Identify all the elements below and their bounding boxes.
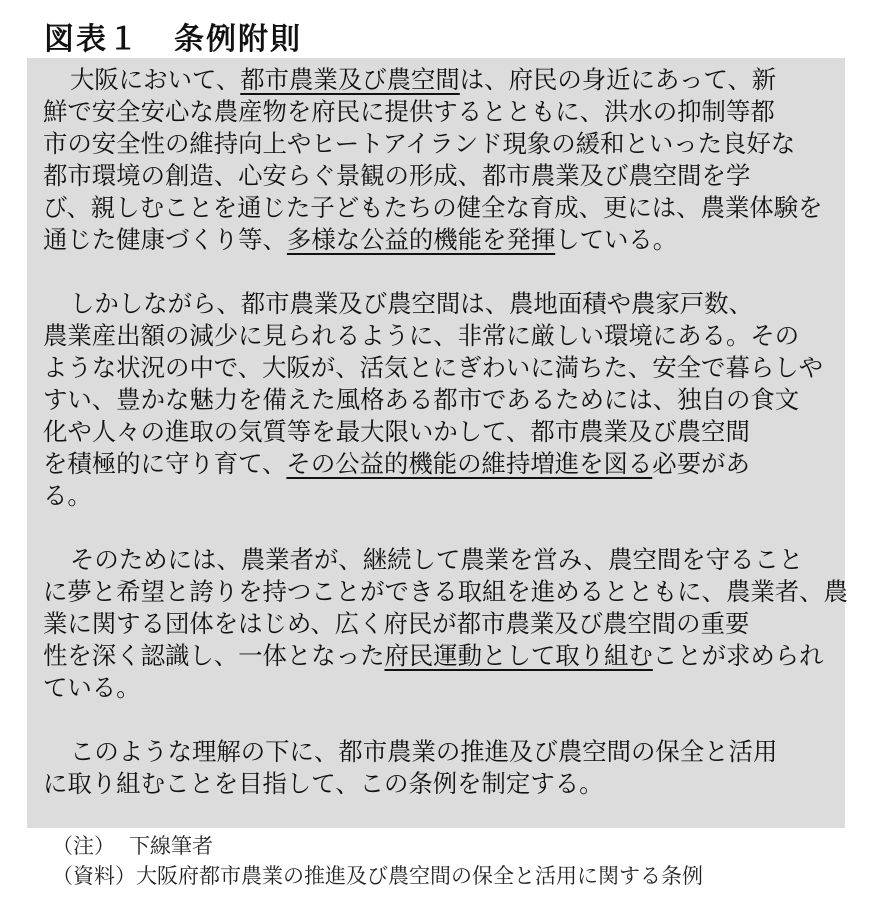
note-underline — [52, 832, 213, 860]
text-line — [43, 576, 848, 608]
text-segment: 都市環境の創造、心安らぐ景観の形成、都市農業及び農空間を学 — [43, 161, 751, 190]
text-line — [43, 384, 823, 416]
underlined-phrase: その公益的機能の維持増進を図る — [286, 449, 653, 478]
underlined-phrase: 都市農業及び農空間 — [240, 65, 460, 94]
paragraph-4 — [43, 736, 777, 800]
text-line — [43, 352, 823, 384]
text-segment: ような状況の中で、大阪が、活気とにぎわいに満ちた、安全で暮らしや — [43, 353, 824, 382]
text-line — [43, 448, 823, 480]
underlined-phrase: 多様な公益的機能を発揮 — [286, 225, 556, 254]
text-line — [43, 544, 848, 576]
text-line — [43, 480, 823, 512]
text-segment: に夢と希望と誇りを持つことができる取組を進めるとともに、農業者、農 — [43, 577, 848, 606]
text-segment: 業に関する団体をはじめ、広く府民が都市農業及び農空間の重要 — [43, 609, 750, 638]
text-segment: ことが求められ — [652, 641, 824, 670]
text-line — [43, 672, 848, 704]
underlined-phrase: 府民運動として取り組む — [384, 641, 653, 670]
text-segment: 必要があ — [652, 449, 750, 478]
text-line — [43, 320, 823, 352]
source-text: 大阪府都市農業の推進及び農空間の保全と活用に関する条例 — [136, 864, 703, 888]
text-segment: 農業産出額の減少に見られるように、非常に厳しい環境にある。その — [43, 321, 800, 350]
text-segment: 市の安全性の維持向上やヒートアイランド現象の緩和といった良好な — [43, 129, 796, 158]
text-segment: に取り組むことを目指して、この条例を制定する。 — [43, 769, 604, 798]
text-segment: び、親しむことを通じた子どもたちの健全な育成、更には、農業体験を — [43, 193, 823, 222]
text-segment: している。 — [555, 225, 678, 254]
text-line — [43, 640, 848, 672]
text-line — [43, 160, 823, 192]
text-segment: 性を深く認識し、一体となった — [43, 641, 385, 670]
note-source — [52, 862, 703, 890]
text-line — [43, 64, 823, 96]
text-line — [43, 288, 823, 320]
text-line — [43, 224, 823, 256]
paragraph-1 — [43, 64, 823, 256]
text-segment: すい、豊かな魅力を備えた風格ある都市であるためには、独自の食文 — [43, 385, 800, 414]
text-segment: そのためには、農業者が、継続して農業を営み、農空間を守ること — [70, 545, 804, 574]
text-segment: る。 — [43, 481, 92, 510]
figure-label: 図表１ — [44, 22, 140, 57]
paragraph-3 — [43, 544, 848, 704]
text-segment: 鮮で安全安心な農産物を府民に提供するとともに、洪水の抑制等都 — [43, 97, 775, 126]
text-segment: しかしながら、都市農業及び農空間は、農地面積や農家戸数、 — [70, 289, 753, 318]
text-line — [43, 192, 823, 224]
text-segment: このような理解の下に、都市農業の推進及び農空間の保全と活用 — [70, 737, 778, 766]
text-line — [43, 128, 823, 160]
text-segment: を積極的に守り育て、 — [43, 449, 287, 478]
text-line — [43, 96, 823, 128]
figure-title — [44, 14, 302, 58]
ordinance-text-panel — [27, 58, 848, 828]
text-line — [43, 416, 823, 448]
text-segment: 大阪において、 — [70, 65, 241, 94]
paragraph-2 — [43, 288, 823, 512]
figure-heading: 条例附則 — [174, 22, 302, 57]
text-segment: は、府民の身近にあって、新 — [459, 65, 777, 94]
note-text: 下線筆者 — [129, 834, 213, 858]
text-line — [43, 768, 777, 800]
note-label: （注） — [52, 834, 115, 858]
source-label: （資料） — [52, 864, 136, 888]
text-line — [43, 608, 848, 640]
text-segment: 化や人々の進取の気質等を最大限いかして、都市農業及び農空間 — [43, 417, 750, 446]
text-segment: ている。 — [43, 673, 141, 702]
text-segment: 通じた健康づくり等、 — [43, 225, 287, 254]
text-line — [43, 736, 777, 768]
